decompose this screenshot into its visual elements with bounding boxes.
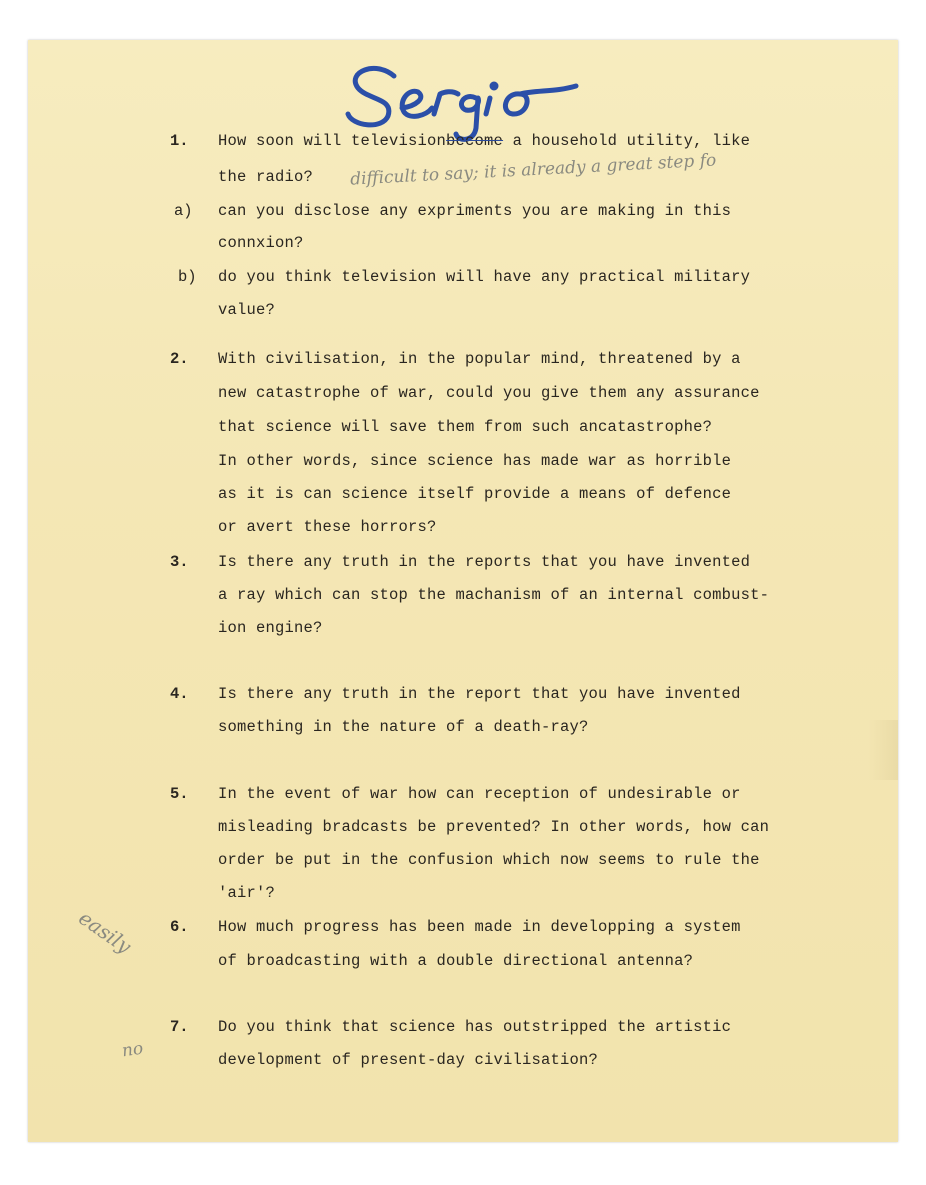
question-4-line-2: something in the nature of a death-ray? <box>218 718 589 736</box>
question-7-line-1: Do you think that science has outstripped the artistic <box>218 1018 732 1036</box>
question-3-number: 3. <box>170 553 189 571</box>
question-1-text-a: How soon will television <box>218 132 447 150</box>
question-2-line-1: With civilisation, in the popular mind, threatened by a <box>218 350 741 368</box>
question-1-line-1 <box>218 132 750 150</box>
question-5-line-3: order be put in the confusion which now seems to rule the <box>218 851 760 869</box>
question-1-line-2: the radio? <box>218 168 314 186</box>
question-1a-label: a) <box>174 202 193 220</box>
question-6-line-2: of broadcasting with a double directional antenna? <box>218 952 694 970</box>
question-4-line-1: Is there any truth in the report that you have invented <box>218 685 741 703</box>
question-1-text-b: a household utility, like <box>503 132 751 150</box>
question-2-number: 2. <box>170 350 189 368</box>
question-1-number: 1. <box>170 132 189 150</box>
question-6-handwritten-note: easily <box>74 905 136 959</box>
question-1-struck-word: become <box>446 132 504 150</box>
question-6-number: 6. <box>170 918 189 936</box>
question-1b-label: b) <box>178 268 197 286</box>
question-1a-line-2: connxion? <box>218 234 304 252</box>
question-7-handwritten-note: no <box>120 1038 145 1062</box>
question-4-number: 4. <box>170 685 189 703</box>
question-2-line-2: new catastrophe of war, could you give them any assurance <box>218 384 760 402</box>
question-7-line-2: development of present-day civilisation? <box>218 1051 599 1069</box>
question-6-line-1: How much progress has been made in developping a system <box>218 918 741 936</box>
question-2-line-5: as it is can science itself provide a means of defence <box>218 485 732 503</box>
question-3-line-1: Is there any truth in the reports that you have invented <box>218 553 751 571</box>
question-5-number: 5. <box>170 785 189 803</box>
question-1b-line-2: value? <box>218 301 276 319</box>
question-1a-line-1: can you disclose any expriments you are making in this <box>218 202 732 220</box>
question-3-line-3: ion engine? <box>218 619 323 637</box>
question-5-line-2: misleading bradcasts be prevented? In other words, how can <box>218 818 770 836</box>
question-2-line-4: In other words, since science has made war as horrible <box>218 452 732 470</box>
document-page <box>28 40 898 1142</box>
question-3-line-2: a ray which can stop the machanism of an internal combust- <box>218 586 770 604</box>
question-1-handwritten-answer: difficult to say; it is already a great step fo <box>349 150 717 190</box>
question-2-line-6: or avert these horrors? <box>218 518 437 536</box>
question-2-line-3: that science will save them from such ancatastrophe? <box>218 418 713 436</box>
question-5-line-4: 'air'? <box>218 884 276 902</box>
question-5-line-1: In the event of war how can reception of undesirable or <box>218 785 741 803</box>
question-7-number: 7. <box>170 1018 189 1036</box>
question-1b-line-1: do you think television will have any practical military <box>218 268 751 286</box>
